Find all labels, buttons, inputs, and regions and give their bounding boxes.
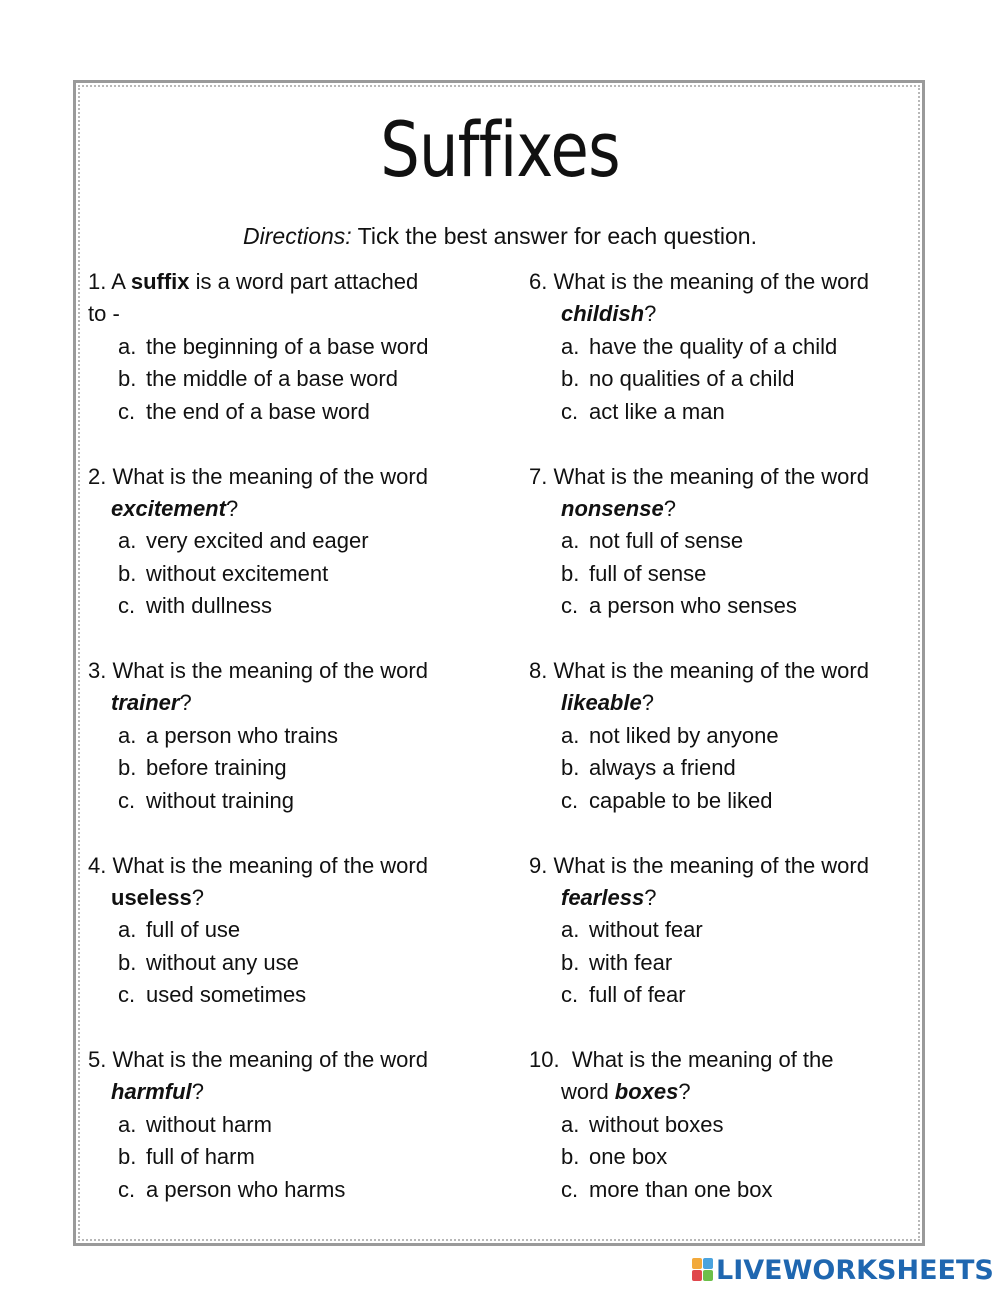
keyword: likeable xyxy=(561,690,642,716)
question-stem-line2: fearless? xyxy=(561,884,657,910)
question-stem-line2: nonsense? xyxy=(561,495,676,521)
keyword: trainer xyxy=(111,690,180,716)
answer-option[interactable]: a. a person who trains xyxy=(118,722,338,748)
answer-option[interactable]: c. without training xyxy=(118,787,294,813)
answer-option[interactable]: a. full of use xyxy=(118,917,241,943)
answer-option[interactable]: c. more than one box xyxy=(561,1176,773,1202)
keyword: harmful xyxy=(111,1079,192,1105)
directions-text: Tick the best answer for each question. xyxy=(351,223,757,249)
question-stem-line2: trainer? xyxy=(111,690,192,716)
answer-option[interactable]: b. full of sense xyxy=(561,560,707,586)
question-5 xyxy=(88,1044,488,1239)
left-column xyxy=(88,266,488,1239)
answer-option[interactable]: c. used sometimes xyxy=(118,982,307,1008)
answer-option[interactable]: a. not liked by anyone xyxy=(561,722,779,748)
question-stem: 1. A suffix is a word part attached xyxy=(88,269,419,294)
logo-text: LIVEWORKSHEETS xyxy=(716,1254,994,1286)
answer-option[interactable]: c. a person who harms xyxy=(118,1176,346,1202)
keyword: fearless xyxy=(561,884,645,910)
answer-option[interactable]: c. with dullness xyxy=(118,593,272,619)
question-1 xyxy=(88,266,488,461)
answer-option[interactable]: b. full of harm xyxy=(118,1144,255,1170)
question-stem: 8. What is the meaning of the word xyxy=(529,658,869,683)
question-stem-line2: harmful? xyxy=(111,1079,204,1105)
question-9 xyxy=(529,850,914,1045)
answer-option[interactable]: b. the middle of a base word xyxy=(118,366,398,392)
answer-option[interactable]: b. always a friend xyxy=(561,755,736,781)
question-stem-line2: likeable? xyxy=(561,690,654,716)
answer-option[interactable]: c. act like a man xyxy=(561,398,725,424)
logo-icon xyxy=(692,1258,714,1282)
question-stem-line2: excitement? xyxy=(111,495,239,521)
question-stem: 4. What is the meaning of the word xyxy=(88,852,428,878)
answer-option[interactable]: b. with fear xyxy=(561,949,673,975)
keyword: useless xyxy=(111,884,192,910)
question-3 xyxy=(88,655,488,850)
answer-option[interactable]: a. very excited and eager xyxy=(118,528,369,554)
question-10 xyxy=(529,1044,914,1239)
question-4 xyxy=(88,850,488,1045)
answer-option[interactable]: a. not full of sense xyxy=(561,528,744,554)
answer-option[interactable]: b. no qualities of a child xyxy=(561,366,795,392)
answer-option[interactable]: a. have the quality of a child xyxy=(561,333,838,359)
question-stem: 5. What is the meaning of the word xyxy=(88,1047,428,1072)
keyword: boxes xyxy=(614,1079,679,1105)
question-stem: 2. What is the meaning of the word xyxy=(88,463,428,489)
answer-option[interactable]: b. one box xyxy=(561,1144,668,1170)
question-8 xyxy=(529,655,914,850)
question-stem-line2: word boxes? xyxy=(561,1079,691,1105)
directions-label: Directions: xyxy=(243,223,352,249)
answer-option[interactable]: a. without boxes xyxy=(561,1111,724,1137)
question-stem: 9. What is the meaning of the word xyxy=(529,852,869,878)
answer-option[interactable]: c. a person who senses xyxy=(561,593,797,619)
answer-option[interactable]: b. without excitement xyxy=(118,560,329,586)
question-7 xyxy=(529,461,914,656)
answer-option[interactable]: c. the end of a base word xyxy=(118,398,370,424)
right-column xyxy=(529,266,914,1239)
question-stem-line2: useless? xyxy=(111,884,204,910)
answer-option[interactable]: a. the beginning of a base word xyxy=(118,333,429,359)
keyword: nonsense xyxy=(561,495,664,521)
question-stem-line2: to - xyxy=(88,301,120,327)
question-6 xyxy=(529,266,914,461)
question-stem: 6. What is the meaning of the word xyxy=(529,269,869,294)
answer-option[interactable]: b. without any use xyxy=(118,949,299,975)
worksheet-title: Suffixes xyxy=(380,105,620,194)
question-stem: 3. What is the meaning of the word xyxy=(88,658,428,683)
keyword: suffix xyxy=(130,269,190,294)
answer-option[interactable]: a. without harm xyxy=(118,1111,272,1137)
question-2 xyxy=(88,461,488,656)
directions xyxy=(0,222,1000,250)
answer-option[interactable]: c. full of fear xyxy=(561,982,686,1008)
answer-option[interactable]: a. without fear xyxy=(561,917,703,943)
question-stem-line2: childish? xyxy=(561,301,657,327)
answer-option[interactable]: c. capable to be liked xyxy=(561,787,773,813)
keyword: childish xyxy=(561,301,645,327)
keyword: excitement xyxy=(111,495,226,521)
liveworksheets-logo[interactable] xyxy=(692,1254,994,1286)
question-stem: 10. What is the meaning of the xyxy=(529,1047,834,1072)
answer-option[interactable]: b. before training xyxy=(118,755,287,781)
question-stem: 7. What is the meaning of the word xyxy=(529,463,869,489)
